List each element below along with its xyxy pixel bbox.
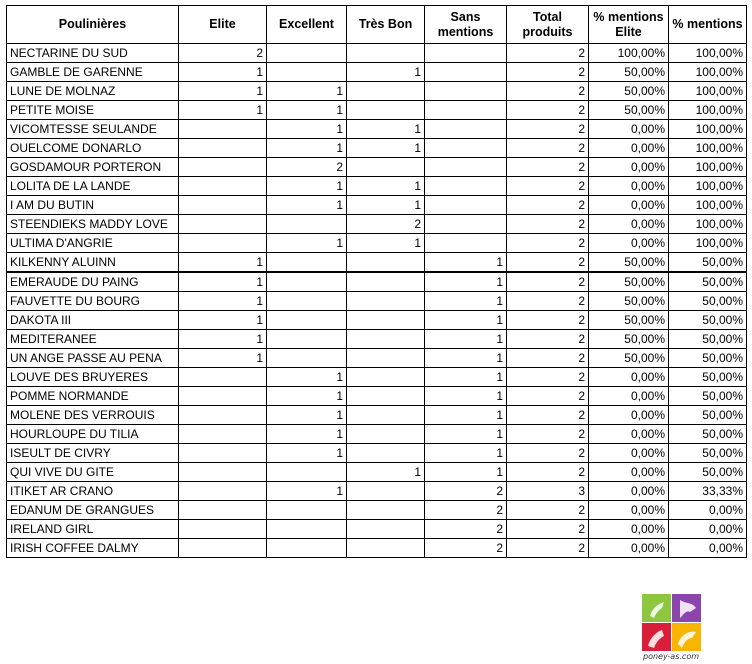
value-cell <box>179 387 267 406</box>
value-cell <box>347 425 425 444</box>
value-cell <box>347 444 425 463</box>
header-elite: Elite <box>179 6 267 44</box>
value-cell <box>347 158 425 177</box>
value-cell: 2 <box>507 63 589 82</box>
mare-name-cell: LUNE DE MOLNAZ <box>7 82 179 101</box>
value-cell: 50,00% <box>589 311 669 330</box>
value-cell: 2 <box>179 44 267 63</box>
value-cell: 1 <box>267 120 347 139</box>
value-cell <box>425 139 507 158</box>
table-row <box>7 539 747 558</box>
value-cell <box>267 311 347 330</box>
value-cell <box>179 234 267 253</box>
value-cell: 2 <box>507 215 589 234</box>
value-cell <box>179 520 267 539</box>
value-cell <box>347 311 425 330</box>
value-cell: 50,00% <box>669 292 747 311</box>
value-cell: 100,00% <box>669 44 747 63</box>
value-cell: 2 <box>347 215 425 234</box>
value-cell: 50,00% <box>669 425 747 444</box>
value-cell <box>267 253 347 273</box>
value-cell: 50,00% <box>589 63 669 82</box>
mare-name-cell: PETITE MOISE <box>7 101 179 120</box>
value-cell: 1 <box>179 63 267 82</box>
table-row <box>7 311 747 330</box>
value-cell <box>179 139 267 158</box>
mare-name-cell: STEENDIEKS MADDY LOVE <box>7 215 179 234</box>
value-cell: 2 <box>425 539 507 558</box>
value-cell: 0,00% <box>589 406 669 425</box>
value-cell <box>425 63 507 82</box>
value-cell: 50,00% <box>669 406 747 425</box>
value-cell <box>425 234 507 253</box>
value-cell: 2 <box>507 520 589 539</box>
value-cell: 1 <box>267 82 347 101</box>
value-cell: 100,00% <box>669 196 747 215</box>
value-cell: 100,00% <box>669 177 747 196</box>
value-cell <box>347 44 425 63</box>
value-cell: 1 <box>425 311 507 330</box>
value-cell: 2 <box>507 330 589 349</box>
value-cell <box>267 215 347 234</box>
value-cell: 0,00% <box>669 539 747 558</box>
value-cell: 100,00% <box>669 139 747 158</box>
table-row <box>7 44 747 63</box>
value-cell: 50,00% <box>589 349 669 368</box>
table-row <box>7 272 747 292</box>
value-cell <box>179 215 267 234</box>
value-cell: 50,00% <box>589 292 669 311</box>
mare-name-cell: MOLENE DES VERROUIS <box>7 406 179 425</box>
value-cell <box>347 292 425 311</box>
value-cell <box>347 501 425 520</box>
value-cell <box>179 368 267 387</box>
value-cell: 1 <box>179 330 267 349</box>
value-cell: 1 <box>179 82 267 101</box>
table-row <box>7 139 747 158</box>
value-cell: 50,00% <box>589 253 669 273</box>
value-cell <box>179 158 267 177</box>
value-cell: 100,00% <box>669 234 747 253</box>
header-pct-elite: % mentions Elite <box>589 6 669 44</box>
value-cell <box>425 44 507 63</box>
value-cell <box>267 272 347 292</box>
mare-name-cell: POMME NORMANDE <box>7 387 179 406</box>
value-cell <box>179 196 267 215</box>
value-cell <box>425 196 507 215</box>
value-cell: 0,00% <box>589 463 669 482</box>
table-row <box>7 120 747 139</box>
table-row <box>7 234 747 253</box>
value-cell: 50,00% <box>589 82 669 101</box>
value-cell: 2 <box>507 253 589 273</box>
table-row <box>7 463 747 482</box>
mare-name-cell: LOLITA DE LA LANDE <box>7 177 179 196</box>
value-cell: 2 <box>507 139 589 158</box>
table-row <box>7 387 747 406</box>
table-row <box>7 292 747 311</box>
value-cell: 100,00% <box>669 63 747 82</box>
value-cell <box>267 292 347 311</box>
table-row <box>7 215 747 234</box>
value-cell: 1 <box>425 330 507 349</box>
table-row <box>7 501 747 520</box>
mare-name-cell: ULTIMA D'ANGRIE <box>7 234 179 253</box>
value-cell <box>347 82 425 101</box>
value-cell: 0,00% <box>589 482 669 501</box>
value-cell <box>347 520 425 539</box>
mare-name-cell: I AM DU BUTIN <box>7 196 179 215</box>
value-cell: 2 <box>507 292 589 311</box>
value-cell <box>347 101 425 120</box>
value-cell: 50,00% <box>589 330 669 349</box>
mare-name-cell: GOSDAMOUR PORTERON <box>7 158 179 177</box>
table-row <box>7 82 747 101</box>
value-cell: 1 <box>425 463 507 482</box>
value-cell: 1 <box>267 444 347 463</box>
value-cell <box>347 539 425 558</box>
mare-name-cell: FAUVETTE DU BOURG <box>7 292 179 311</box>
table-row <box>7 196 747 215</box>
value-cell: 50,00% <box>669 349 747 368</box>
value-cell: 1 <box>425 387 507 406</box>
value-cell <box>425 82 507 101</box>
value-cell: 1 <box>267 139 347 158</box>
value-cell: 2 <box>507 425 589 444</box>
mare-name-cell: MEDITERANEE <box>7 330 179 349</box>
value-cell: 2 <box>507 44 589 63</box>
value-cell <box>425 177 507 196</box>
value-cell: 1 <box>267 101 347 120</box>
value-cell <box>267 63 347 82</box>
value-cell <box>267 539 347 558</box>
value-cell: 50,00% <box>669 311 747 330</box>
value-cell: 1 <box>425 349 507 368</box>
mare-name-cell: ITIKET AR CRANO <box>7 482 179 501</box>
table-row <box>7 425 747 444</box>
value-cell: 50,00% <box>669 463 747 482</box>
value-cell: 2 <box>507 501 589 520</box>
value-cell: 50,00% <box>669 330 747 349</box>
table-row <box>7 158 747 177</box>
value-cell: 1 <box>267 482 347 501</box>
value-cell <box>267 501 347 520</box>
value-cell: 1 <box>179 349 267 368</box>
value-cell <box>425 215 507 234</box>
value-cell: 1 <box>347 63 425 82</box>
value-cell <box>347 253 425 273</box>
value-cell: 2 <box>507 101 589 120</box>
value-cell: 0,00% <box>589 177 669 196</box>
header-pct-mentions: % mentions <box>669 6 747 44</box>
table-row <box>7 520 747 539</box>
value-cell: 1 <box>425 253 507 273</box>
value-cell: 0,00% <box>589 425 669 444</box>
header-row <box>7 6 747 44</box>
value-cell: 2 <box>507 368 589 387</box>
value-cell: 50,00% <box>589 272 669 292</box>
value-cell: 1 <box>179 101 267 120</box>
value-cell: 2 <box>507 539 589 558</box>
value-cell: 50,00% <box>669 253 747 273</box>
value-cell: 100,00% <box>669 158 747 177</box>
value-cell <box>179 406 267 425</box>
mare-name-cell: KILKENNY ALUINN <box>7 253 179 273</box>
value-cell: 2 <box>507 272 589 292</box>
mare-name-cell: IRISH COFFEE DALMY <box>7 539 179 558</box>
value-cell: 2 <box>425 482 507 501</box>
value-cell: 2 <box>507 406 589 425</box>
value-cell: 1 <box>179 272 267 292</box>
value-cell: 2 <box>507 463 589 482</box>
value-cell: 0,00% <box>589 368 669 387</box>
table-row <box>7 101 747 120</box>
value-cell: 2 <box>507 444 589 463</box>
mare-name-cell: OUELCOME DONARLO <box>7 139 179 158</box>
header-sans-mentions: Sans mentions <box>425 6 507 44</box>
value-cell <box>347 272 425 292</box>
value-cell: 0,00% <box>589 387 669 406</box>
value-cell: 50,00% <box>669 272 747 292</box>
value-cell <box>347 368 425 387</box>
table-row <box>7 444 747 463</box>
value-cell: 2 <box>507 349 589 368</box>
value-cell: 0,00% <box>589 539 669 558</box>
mare-name-cell: QUI VIVE DU GITE <box>7 463 179 482</box>
value-cell: 1 <box>267 425 347 444</box>
value-cell: 1 <box>179 253 267 273</box>
logo-caption: poney-as.com <box>643 652 699 661</box>
value-cell: 0,00% <box>589 520 669 539</box>
value-cell <box>267 44 347 63</box>
value-cell: 2 <box>507 196 589 215</box>
table-row <box>7 253 747 273</box>
value-cell: 100,00% <box>589 44 669 63</box>
value-cell: 1 <box>425 406 507 425</box>
value-cell: 1 <box>425 292 507 311</box>
value-cell <box>179 501 267 520</box>
value-cell: 1 <box>267 368 347 387</box>
value-cell: 50,00% <box>669 387 747 406</box>
value-cell: 2 <box>507 387 589 406</box>
value-cell <box>267 349 347 368</box>
value-cell: 0,00% <box>589 215 669 234</box>
value-cell: 1 <box>347 139 425 158</box>
value-cell <box>425 120 507 139</box>
value-cell <box>267 463 347 482</box>
value-cell: 0,00% <box>589 158 669 177</box>
value-cell: 2 <box>507 82 589 101</box>
header-tres-bon: Très Bon <box>347 6 425 44</box>
table-row <box>7 63 747 82</box>
mare-name-cell: ISEULT DE CIVRY <box>7 444 179 463</box>
value-cell: 3 <box>507 482 589 501</box>
mare-name-cell: EMERAUDE DU PAING <box>7 272 179 292</box>
header-mares: Poulinières <box>7 6 179 44</box>
header-total-produits: Total produits <box>507 6 589 44</box>
horse-silhouettes-icon <box>640 594 702 652</box>
value-cell: 1 <box>425 272 507 292</box>
value-cell: 50,00% <box>669 368 747 387</box>
value-cell: 1 <box>347 463 425 482</box>
header-excellent: Excellent <box>267 6 347 44</box>
value-cell: 2 <box>267 158 347 177</box>
value-cell: 100,00% <box>669 215 747 234</box>
value-cell: 2 <box>425 501 507 520</box>
value-cell <box>347 406 425 425</box>
table-row <box>7 406 747 425</box>
mares-results-table <box>6 5 747 558</box>
value-cell: 1 <box>425 425 507 444</box>
mare-name-cell: DAKOTA III <box>7 311 179 330</box>
value-cell: 1 <box>347 234 425 253</box>
value-cell <box>179 482 267 501</box>
table-row <box>7 330 747 349</box>
value-cell: 2 <box>507 311 589 330</box>
value-cell: 2 <box>425 520 507 539</box>
value-cell: 1 <box>267 406 347 425</box>
table-row <box>7 482 747 501</box>
value-cell: 1 <box>267 196 347 215</box>
value-cell: 1 <box>179 311 267 330</box>
value-cell: 50,00% <box>589 101 669 120</box>
value-cell <box>347 330 425 349</box>
value-cell: 0,00% <box>669 520 747 539</box>
value-cell: 1 <box>347 120 425 139</box>
value-cell: 0,00% <box>589 444 669 463</box>
value-cell <box>179 177 267 196</box>
value-cell: 0,00% <box>589 234 669 253</box>
value-cell <box>425 101 507 120</box>
value-cell <box>179 425 267 444</box>
value-cell <box>179 120 267 139</box>
value-cell: 50,00% <box>669 444 747 463</box>
value-cell <box>347 349 425 368</box>
mare-name-cell: UN ANGE PASSE AU PENA <box>7 349 179 368</box>
value-cell <box>179 444 267 463</box>
mare-name-cell: IRELAND GIRL <box>7 520 179 539</box>
value-cell: 0,00% <box>589 196 669 215</box>
value-cell: 1 <box>425 444 507 463</box>
value-cell: 0,00% <box>589 139 669 158</box>
value-cell: 1 <box>267 387 347 406</box>
value-cell: 0,00% <box>669 501 747 520</box>
table-row <box>7 349 747 368</box>
value-cell: 100,00% <box>669 82 747 101</box>
value-cell: 1 <box>179 292 267 311</box>
value-cell: 1 <box>267 234 347 253</box>
value-cell <box>267 330 347 349</box>
value-cell: 2 <box>507 177 589 196</box>
poney-as-logo <box>640 594 702 664</box>
value-cell: 33,33% <box>669 482 747 501</box>
value-cell: 1 <box>347 177 425 196</box>
value-cell: 2 <box>507 120 589 139</box>
value-cell: 1 <box>425 368 507 387</box>
value-cell: 2 <box>507 234 589 253</box>
value-cell <box>425 158 507 177</box>
value-cell: 0,00% <box>589 120 669 139</box>
value-cell: 0,00% <box>589 501 669 520</box>
value-cell <box>347 482 425 501</box>
value-cell <box>179 463 267 482</box>
value-cell: 2 <box>507 158 589 177</box>
value-cell: 1 <box>267 177 347 196</box>
value-cell: 1 <box>347 196 425 215</box>
mare-name-cell: LOUVE DES BRUYERES <box>7 368 179 387</box>
value-cell <box>179 539 267 558</box>
value-cell <box>347 387 425 406</box>
mare-name-cell: EDANUM DE GRANGUES <box>7 501 179 520</box>
table-row <box>7 177 747 196</box>
mare-name-cell: GAMBLE DE GARENNE <box>7 63 179 82</box>
mare-name-cell: NECTARINE DU SUD <box>7 44 179 63</box>
value-cell: 100,00% <box>669 120 747 139</box>
mare-name-cell: HOURLOUPE DU TILIA <box>7 425 179 444</box>
value-cell: 100,00% <box>669 101 747 120</box>
value-cell <box>267 520 347 539</box>
mare-name-cell: VICOMTESSE SEULANDE <box>7 120 179 139</box>
table-row <box>7 368 747 387</box>
